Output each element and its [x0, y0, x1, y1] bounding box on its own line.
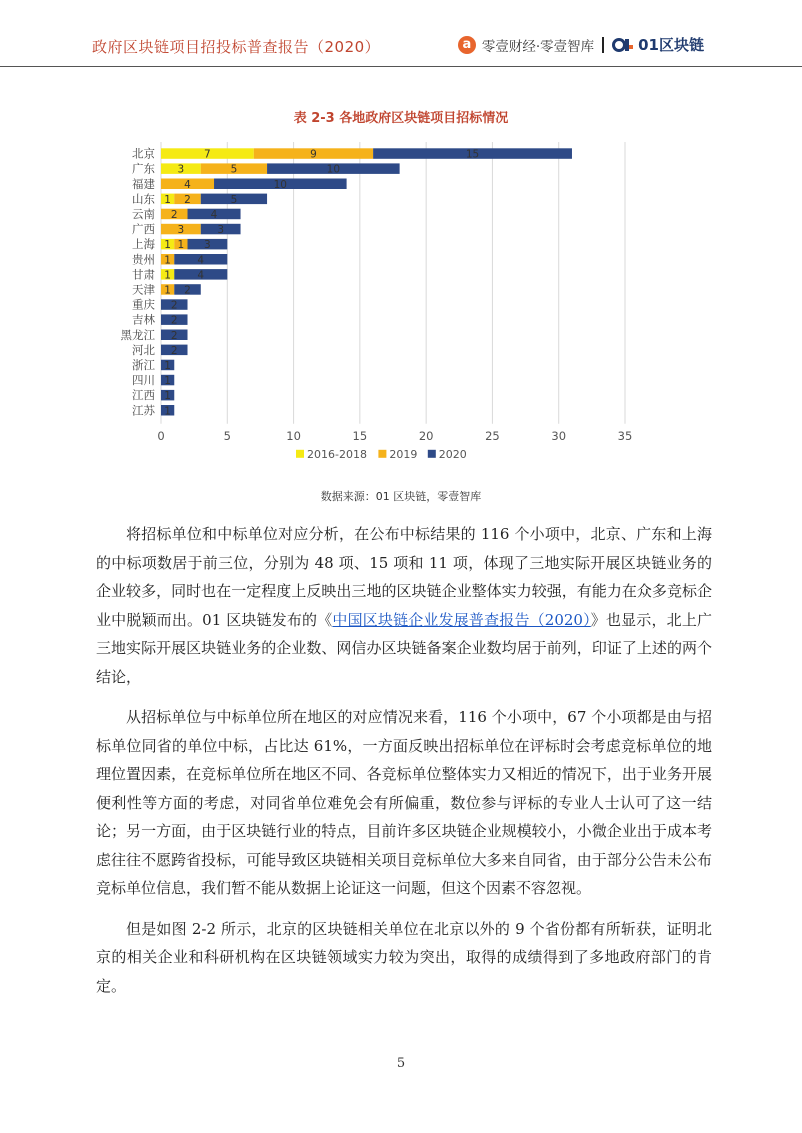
x-tick-label: 20 [418, 428, 434, 443]
data-label: 1 [164, 284, 171, 297]
data-source: 数据来源：01 区块链，零壹智库 [320, 490, 482, 503]
category-label: 广西 [132, 222, 155, 237]
legend-swatch [378, 450, 386, 458]
category-label: 黑龙江 [120, 327, 155, 342]
brand-name-01blockchain: 01区块链 [638, 36, 704, 54]
data-label: 1 [164, 390, 171, 403]
legend-label: 2020 [438, 447, 467, 461]
body-text [96, 520, 712, 1012]
data-label: 1 [164, 254, 171, 267]
data-label: 5 [230, 193, 238, 206]
data-label: 2 [170, 208, 178, 221]
category-label: 江西 [132, 388, 155, 403]
x-tick-label: 35 [617, 428, 633, 443]
brand-area [458, 34, 704, 55]
legend-label: 2016-2018 [307, 447, 367, 461]
category-label: 福建 [132, 176, 155, 191]
legend-swatch [428, 450, 436, 458]
x-tick-label: 10 [286, 428, 301, 443]
lingyi-logo-icon: a [458, 36, 476, 54]
data-label: 1 [164, 239, 171, 252]
data-label: 9 [310, 148, 317, 161]
data-label: 7 [204, 148, 211, 161]
data-label: 1 [164, 405, 171, 418]
category-label: 上海 [132, 237, 155, 252]
category-label: 河北 [132, 342, 155, 357]
x-tick-label: 0 [157, 428, 165, 443]
category-label: 北京 [132, 146, 155, 161]
x-tick-label: 30 [551, 428, 567, 443]
data-label: 10 [326, 163, 341, 176]
paragraph-1-text-a: 将招标单位和中标单位对应分析，在公布中标结果的 116 个小项中，北京、广东和上海的中标项数居于前三位，分别为 48 项、15 项和 11 项，体现了三地实际开展区块链业务的企业较多，同时也在一定程度上反映出三地的区块链企业整体实力较强，有能力在众多竞标企业中脱颖而出。01 区块链发布的《 [96, 525, 712, 629]
data-label: 1 [177, 239, 185, 252]
data-label: 1 [164, 359, 171, 372]
data-label: 2 [170, 344, 178, 357]
category-label: 江苏 [132, 403, 155, 418]
data-label: 10 [273, 178, 288, 191]
page-header [0, 0, 802, 67]
chart-title: 表 2-3 各地政府区块链项目招标情况 [293, 111, 509, 126]
x-tick-label: 25 [485, 428, 500, 443]
blockchain-logo-icon [612, 36, 634, 54]
data-label: 4 [197, 254, 205, 267]
data-label: 3 [177, 163, 185, 176]
category-label: 贵州 [132, 252, 155, 267]
legend-swatch [296, 450, 304, 458]
category-label: 甘肃 [132, 267, 155, 282]
category-label: 浙江 [132, 357, 155, 372]
data-label: 3 [204, 239, 211, 252]
x-tick-label: 5 [223, 428, 231, 443]
data-label: 1 [164, 269, 171, 282]
data-label: 1 [164, 375, 171, 388]
brand-divider [602, 37, 604, 53]
paragraph-3: 但是如图 2-2 所示，北京的区块链相关单位在北京以外的 9 个省份都有所斩获，证明北京的相关企业和科研机构在区块链领域实力较为突出，取得的成绩得到了多地政府部门的肯定。 [96, 919, 712, 995]
category-label: 天津 [132, 282, 155, 297]
category-label: 重庆 [132, 297, 155, 312]
data-label: 2 [184, 193, 191, 206]
stacked-bar-chart [100, 132, 660, 462]
data-label: 2 [170, 314, 178, 327]
report-link[interactable]: 中国区块链企业发展普查报告（2020） [332, 610, 591, 629]
data-label: 5 [230, 163, 238, 176]
data-label: 4 [197, 269, 205, 282]
data-label: 2 [184, 284, 191, 297]
category-label: 山东 [132, 191, 155, 206]
category-label: 四川 [132, 373, 155, 388]
data-label: 15 [465, 148, 480, 161]
category-label: 云南 [132, 206, 155, 221]
report-title: 政府区块链项目招投标普查报告（2020） [92, 38, 381, 56]
data-label: 2 [170, 299, 178, 312]
data-label: 2 [170, 329, 178, 342]
category-label: 吉林 [132, 312, 155, 327]
data-label: 4 [184, 178, 191, 191]
data-label: 4 [210, 208, 218, 221]
paragraph-1-text-b: 》也显示，北上广三地实际开展区块链业务的企业数、网信办区块链备案企业数均居于前列，印证了上述的两个结论， [96, 610, 712, 686]
data-label: 1 [164, 193, 171, 206]
paragraph-1 [96, 520, 712, 691]
x-tick-label: 15 [352, 428, 368, 443]
data-label: 3 [217, 224, 225, 237]
brand-name-lingyi: 零壹财经·零壹智库 [481, 38, 595, 55]
page-number: 5 [396, 1056, 406, 1071]
category-label: 广东 [132, 161, 155, 176]
paragraph-2: 从招标单位与中标单位所在地区的对应情况来看，116 个小项中，67 个小项都是由与招标单位同省的单位中标，占比达 61%，一方面反映出招标单位在评标时会考虑竞标单位的地理位置因素，在竞标单位所在地区不同、各竞标单位整体实力又相近的情况下，出于业务开展便利性等方面的考虑，对同省单位难免会有所偏重，数位参与评标的专业人士认可了这一结论；另一方面，由于区块链行业的特点，目前许多区块链企业规模较小，小微企业出于成本考虑往往不愿跨省投标，可能导致区块链相关项目竞标单位大多来自同省，由于部分公告未公布竞标单位信息，我们暂不能从数据上论证这一问题，但这个因素不容忽视。 [96, 708, 712, 897]
data-label: 3 [177, 224, 185, 237]
legend-label: 2019 [389, 447, 418, 461]
